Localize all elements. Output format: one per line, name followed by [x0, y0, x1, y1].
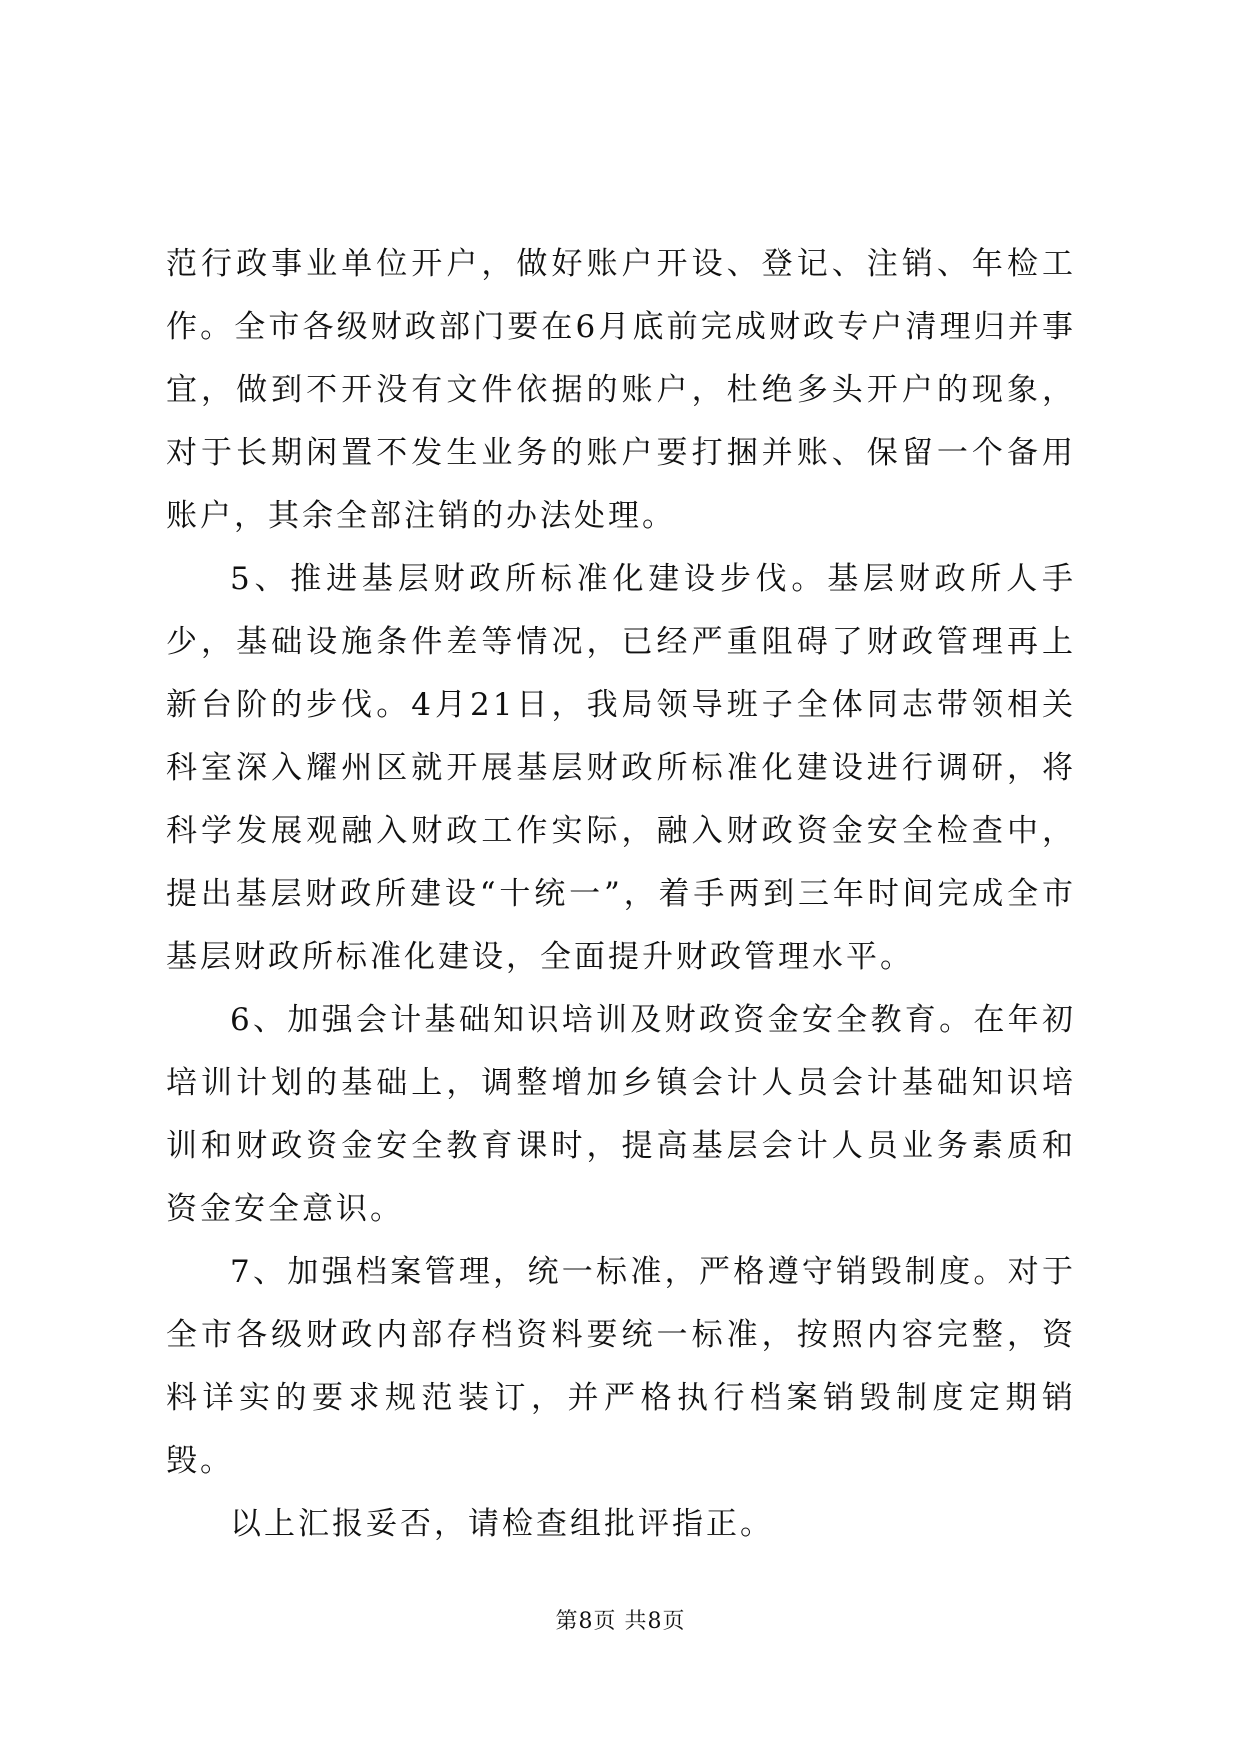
paragraph-item-6: 6、加强会计基础知识培训及财政资金安全教育。在年初培训计划的基础上，调整增加乡镇会计人员会计基础知识培训和财政资金安全教育课时，提高基层会计人员业务素质和资金安全意识。 [166, 1002, 1076, 1227]
paragraph-item-5: 5、推进基层财政所标准化建设步伐。基层财政所人手少，基础设施条件差等情况，已经严重阻碍了财政管理再上新台阶的步伐。4月21日，我局领导班子全体同志带领相关科室深入耀州区就开展基层财政所标准化建设进行调研，将科学发展观融入财政工作实际，融入财政资金安全检查中，提出基层财政所建设“十统一”，着手两到三年时间完成全市基层财政所标准化建设，全面提升财政管理水平。 [166, 561, 1076, 975]
page-number-footer: 第8页 共8页 [555, 1609, 686, 1634]
document-body [166, 233, 1076, 1556]
paragraph-continuation: 范行政事业单位开户，做好账户开设、登记、注销、年检工作。全市各级财政部门要在6月底前完成财政专户清理归并事宜，做到不开没有文件依据的账户，杜绝多头开户的现象，对于长期闲置不发生业务的账户要打捆并账、保留一个备用账户，其余全部注销的办法处理。 [166, 246, 1076, 534]
paragraph-item-7: 7、加强档案管理，统一标准，严格遵守销毁制度。对于全市各级财政内部存档资料要统一标准，按照内容完整，资料详实的要求规范装订，并严格执行档案销毁制度定期销毁。 [166, 1254, 1076, 1479]
paragraph-closing: 以上汇报妥否，请检查组批评指正。 [230, 1506, 774, 1542]
